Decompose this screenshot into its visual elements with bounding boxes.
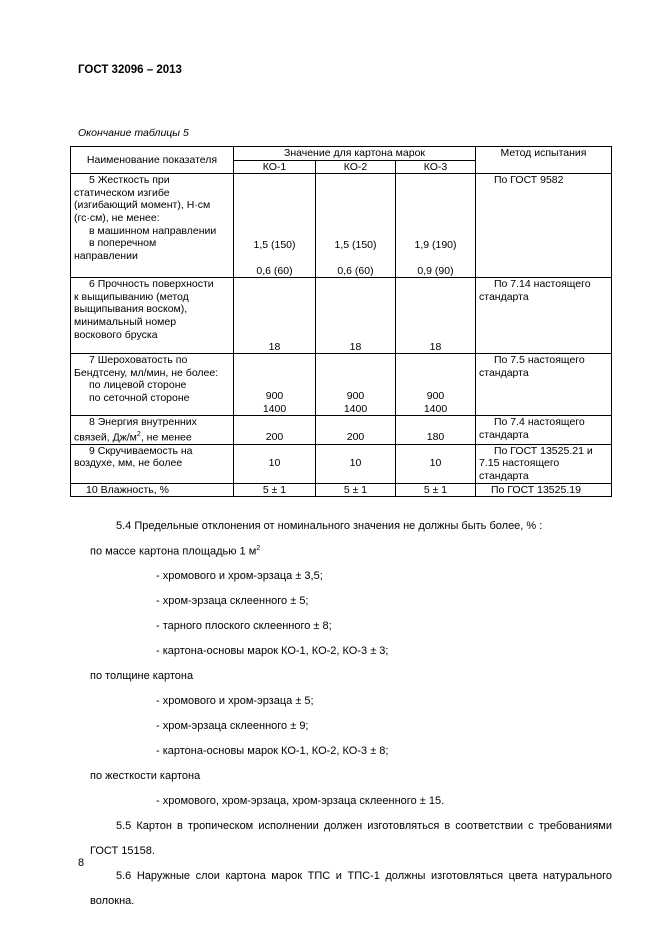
cell-value: 200 bbox=[316, 416, 396, 445]
cell-value: 0,6 (60) bbox=[256, 264, 293, 277]
cell-method: По ГОСТ 13525.21 и bbox=[494, 444, 593, 457]
cell-text: 10 Влажность, % bbox=[71, 483, 234, 497]
superscript: 2 bbox=[256, 545, 261, 552]
list-item: - картона-основы марок КО-1, КО-2, КО-3 ± 3; bbox=[156, 645, 389, 657]
cell-value: 10 bbox=[396, 444, 476, 483]
cell-value: 18 bbox=[234, 278, 316, 354]
list-item: - хром-эрзаца склеенного ± 5; bbox=[156, 595, 309, 607]
cell-value: 1,9 (190) bbox=[414, 239, 457, 251]
cell-text: воздухе, мм, не более bbox=[74, 457, 183, 470]
grade: КО-3 bbox=[396, 160, 476, 174]
cell-text: в поперечном bbox=[89, 237, 157, 250]
table-row bbox=[71, 174, 612, 278]
cell-method: стандарта bbox=[479, 470, 529, 483]
cell-value: 1,5 (150) bbox=[334, 239, 377, 251]
cell-value: 18 bbox=[316, 278, 396, 354]
paragraph: 5.6 Наружные слои картона марок ТПС и ТПС-1 должны изготовляться цвета натурального bbox=[116, 870, 612, 882]
paragraph: 5.5 Картон в тропическом исполнении должен изготовляться в соответствии с требованиями bbox=[116, 820, 612, 832]
cell-value: 5 ± 1 bbox=[316, 483, 396, 497]
cell-method: стандарта bbox=[479, 428, 529, 441]
paragraph: волокна. bbox=[90, 895, 135, 907]
document-header: ГОСТ 32096 – 2013 bbox=[78, 64, 182, 76]
properties-table bbox=[70, 146, 612, 497]
list-item: - хромового и хром-эрзаца ± 3,5; bbox=[156, 570, 323, 582]
cell-method: стандарта bbox=[479, 366, 529, 379]
paragraph bbox=[90, 545, 260, 558]
cell-value: 10 bbox=[316, 444, 396, 483]
cell-value: 1400 bbox=[262, 402, 287, 415]
page-number: 8 bbox=[78, 857, 85, 869]
cell-method: По 7.14 настоящего bbox=[494, 278, 591, 291]
cell-value: 1,5 (150) bbox=[253, 239, 296, 251]
col-header-method: Метод испытания bbox=[476, 147, 612, 174]
list-item: - тарного плоского склеенного ± 8; bbox=[156, 620, 332, 632]
list-item: - хромового и хром-эрзаца ± 5; bbox=[156, 695, 314, 707]
cell-text: выщипывания воском), bbox=[74, 303, 188, 316]
cell-text: статическом изгибе bbox=[74, 186, 170, 199]
col-header-name: Наименование показателя bbox=[71, 147, 234, 174]
table-row bbox=[71, 483, 612, 497]
grade: КО-2 bbox=[316, 160, 396, 174]
cell-text: Бендтсену, мл/мин, не более: bbox=[74, 366, 219, 379]
col-header-value: Значение для картона марок bbox=[234, 147, 476, 161]
paragraph: ГОСТ 15158. bbox=[90, 845, 155, 857]
cell-text: по лицевой стороне bbox=[89, 379, 187, 392]
cell-method: По ГОСТ 13525.19 bbox=[476, 483, 612, 497]
cell-method: По 7.5 настоящего bbox=[494, 354, 585, 367]
cell-value: 900 bbox=[265, 390, 284, 402]
table-caption: Окончание таблицы 5 bbox=[78, 127, 189, 139]
cell-text: 8 Энергия внутренних bbox=[89, 416, 197, 429]
cell-text: минимальный номер bbox=[74, 315, 177, 328]
list-item: - хром-эрзаца склеенного ± 9; bbox=[156, 720, 309, 732]
cell-value: 5 ± 1 bbox=[396, 483, 476, 497]
cell-value: 200 bbox=[234, 416, 316, 445]
cell-value: 180 bbox=[396, 416, 476, 445]
cell-method: По 7.4 настоящего bbox=[494, 416, 585, 429]
cell-text: 7 Шероховатость по bbox=[89, 354, 188, 367]
cell-value: 10 bbox=[234, 444, 316, 483]
cell-method: стандарта bbox=[479, 290, 529, 303]
paragraph: по жесткости картона bbox=[90, 770, 201, 782]
cell-text: направлении bbox=[74, 249, 138, 262]
cell-text: (гс·см), не менее: bbox=[74, 211, 160, 224]
text: по массе картона площадью 1 м bbox=[90, 545, 257, 558]
cell-value: 0,6 (60) bbox=[337, 264, 374, 277]
cell-value: 1400 bbox=[343, 402, 368, 415]
cell-method: 7.15 настоящего bbox=[479, 457, 560, 470]
cell-text: воскового бруска bbox=[74, 328, 158, 341]
cell-value: 900 bbox=[346, 390, 365, 402]
cell-value: 0,9 (90) bbox=[417, 264, 454, 277]
cell-text: связей, Дж/м bbox=[74, 431, 137, 444]
table-row bbox=[71, 354, 612, 416]
superscript: 2 bbox=[136, 430, 141, 438]
cell-text: по сеточной стороне bbox=[89, 391, 190, 404]
cell-text: 6 Прочность поверхности bbox=[89, 278, 214, 291]
cell-text: 5 Жесткость при bbox=[89, 174, 170, 187]
table-row bbox=[71, 444, 612, 483]
cell-text: , не менее bbox=[140, 431, 192, 444]
cell-value: 5 ± 1 bbox=[234, 483, 316, 497]
cell-value: 900 bbox=[426, 390, 445, 402]
cell-value: 18 bbox=[396, 278, 476, 354]
cell-text: (изгибающий момент), Н·см bbox=[74, 199, 211, 212]
cell-text: 9 Скручиваемость на bbox=[89, 444, 193, 457]
cell-text: в машинном направлении bbox=[89, 224, 217, 237]
paragraph: 5.4 Предельные отклонения от номинального значения не должны быть более, % : bbox=[116, 520, 543, 532]
table-row bbox=[71, 416, 612, 445]
paragraph: по толщине картона bbox=[90, 670, 194, 682]
list-item: - хромового, хром-эрзаца, хром-эрзаца склеенного ± 15. bbox=[156, 795, 445, 807]
table-row bbox=[71, 278, 612, 354]
cell-value: 1400 bbox=[423, 402, 448, 415]
list-item: - картона-основы марок КО-1, КО-2, КО-3 ± 8; bbox=[156, 745, 389, 757]
cell-text: к выщипыванию (метод bbox=[74, 290, 189, 303]
grade: КО-1 bbox=[234, 160, 316, 174]
cell-method: По ГОСТ 9582 bbox=[494, 174, 564, 187]
